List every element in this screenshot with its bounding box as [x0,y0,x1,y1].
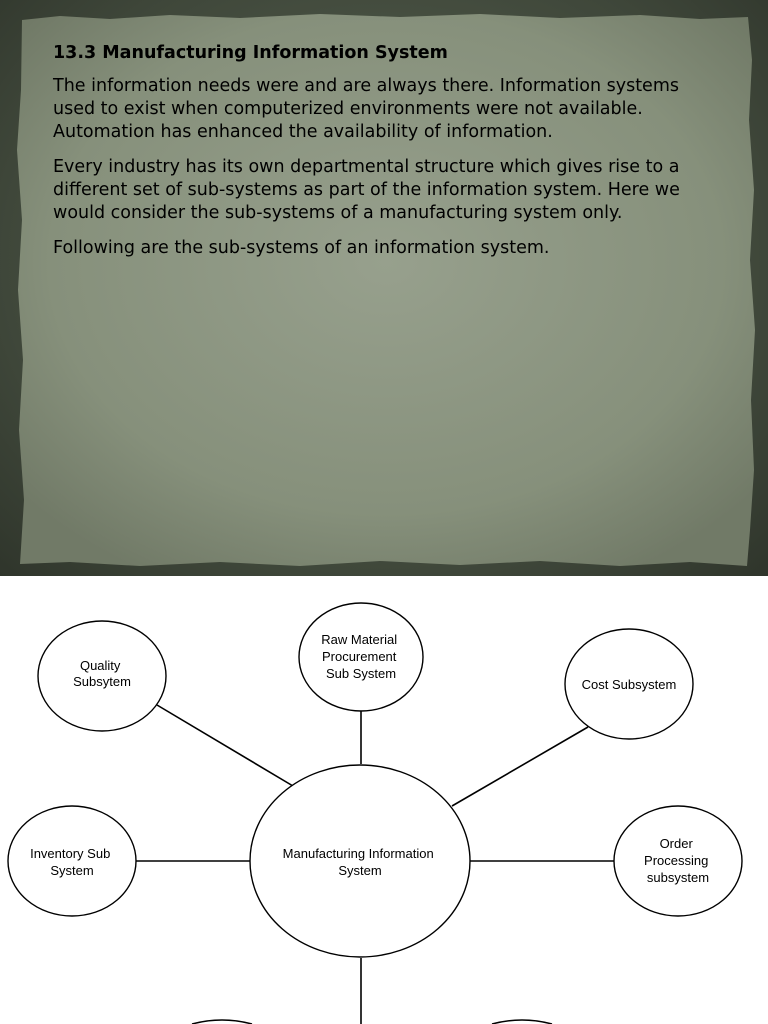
slide-text [53,42,703,272]
paragraph-1: The information needs were and are always there. Information systems used to exist when computerized environments were not available. Automation has enhanced the availability of information. [53,76,679,142]
connector-cost [452,727,588,806]
node-center [250,765,470,957]
node-quality-label: Quality Subsytem [73,658,131,689]
node-inventory [8,806,136,916]
node-cost-label: Cost Subsystem [581,677,677,692]
slide-heading: 13.3 Manufacturing Information System [53,43,448,63]
node-raw-material-label: Raw Material Procurement Sub System [321,632,398,681]
partial-node-bottom-left [192,1020,252,1024]
paragraph-2: Every industry has its own departmental structure which gives rise to a different set of sub-systems as part of the information system. Here we would consider the sub-systems of a manufacturing system only. [53,157,680,223]
subsystem-diagram [0,576,768,1024]
node-inventory-label: Inventory Sub System [30,846,111,878]
connector-quality [157,705,293,786]
node-center-label: Manufacturing Information System [282,846,434,878]
node-order-processing-label: Order Processing subsystem [644,836,710,885]
partial-node-bottom-right [492,1020,552,1024]
paragraph-3: Following are the sub-systems of an information system. [53,238,550,258]
